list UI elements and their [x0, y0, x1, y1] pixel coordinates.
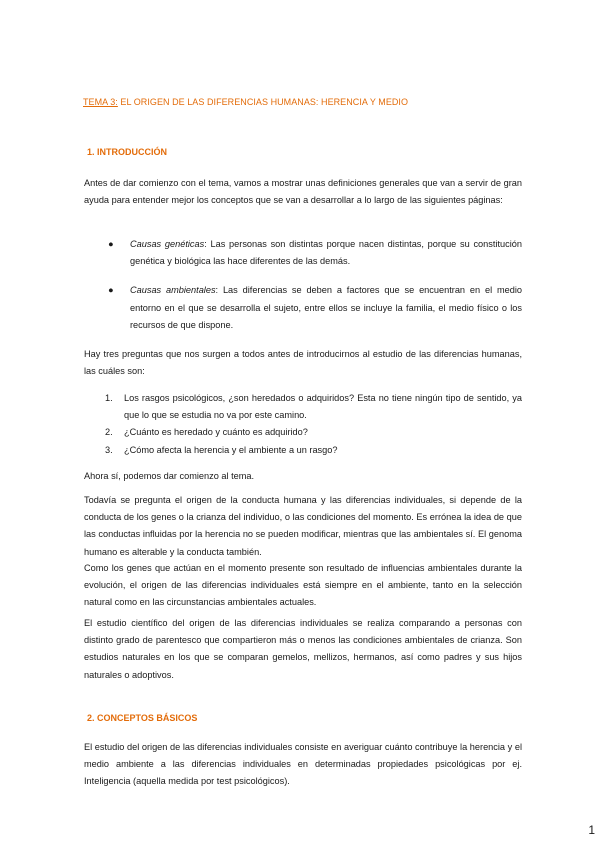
question-number: 1. [105, 393, 113, 403]
para-estudio: El estudio científico del origen de las diferencias individuales se realiza comparando a personas con distinto grado de parentesco que compartieron más o menos las condiciones ambientales de crianza. Son estudios naturales en los que se comparan gemelos, mellizos, hermanos, así como padres y sus hijos naturales o adoptivos. [84, 618, 522, 680]
list-item [84, 390, 522, 424]
list-item [84, 282, 522, 334]
list-item [84, 236, 522, 270]
page-number: 1 [588, 823, 595, 837]
bullet-icon: ● [108, 285, 114, 296]
intro-paragraph: Antes de dar comienzo con el tema, vamos a mostrar unas definiciones generales que van a servir de gran ayuda para entender mejor los conceptos que se van a desarrollar a lo largo de las siguientes páginas: [84, 178, 522, 206]
section-heading-introduccion: 1. INTRODUCCIÓN [87, 147, 168, 157]
definitions-list [84, 236, 522, 334]
definition-term: Causas genéticas [130, 239, 205, 249]
question-text: ¿Cuánto es heredado y cuánto es adquirido? [124, 427, 308, 438]
para-todavia: Todavía se pregunta el origen de la conducta humana y las diferencias individuales, si depende de la conducta de los genes o la crianza del individuo, o las condiciones del momento. Es errónea la idea de que las conductas influidas por la herencia no se pueden modificar, mientras que las ambientales sí. El genoma humano es alterable y la conducta también. [84, 495, 522, 557]
question-text: ¿Cómo afecta la herencia y el ambiente a un rasgo? [124, 444, 338, 455]
question-text: Los rasgos psicológicos, ¿son heredados o adquiridos? Esta no tiene ningún tipo de sentido, ya que lo que se estudia no va por este camino. [124, 393, 522, 421]
bullet-icon: ● [108, 239, 114, 249]
title-rest: EL ORIGEN DE LAS DIFERENCIAS HUMANAS: HERENCIA Y MEDIO [117, 97, 409, 107]
title-prefix: TEMA 3: [83, 97, 118, 107]
para-como: Como los genes que actúan en el momento presente son resultado de influencias ambientales durante la evolución, el origen de las diferencias individuales está siempre en el ambiente, tanto en la selección natural como en las circunstancias ambientales actuales. [84, 563, 522, 608]
list-item [84, 442, 522, 459]
questions-intro: Hay tres preguntas que nos surgen a todos antes de introducirnos al estudio de las diferencias humanas, las cuáles son: [84, 349, 522, 377]
questions-list [84, 390, 522, 459]
definition-text: : Las personas son distintas porque nacen distintas, porque su constitución genética y biológica las hace diferentes de las demás. [130, 239, 522, 267]
definition-text: : Las diferencias se deben a factores que se encuentran en el medio entorno en el que se desarrolla el sujeto, entre ellos se incluye la familia, el medio físico o los recursos de que dispone. [130, 285, 522, 330]
document-title [83, 97, 408, 107]
question-number: 2. [105, 427, 113, 438]
para-conceptos: El estudio del origen de las diferencias individuales consiste en averiguar cuánto contribuye la herencia y el medio ambiente a las diferencias individuales en determinadas propiedades psicológicas por ej. Inteligencia (aquella medida por test psicológicos). [84, 742, 522, 787]
list-item [84, 424, 522, 441]
para-ahora: Ahora sí, podemos dar comienzo al tema. [84, 471, 255, 481]
question-number: 3. [105, 444, 113, 455]
section-heading-conceptos: 2. CONCEPTOS BÁSICOS [87, 713, 198, 723]
definition-term: Causas ambientales [130, 285, 216, 296]
